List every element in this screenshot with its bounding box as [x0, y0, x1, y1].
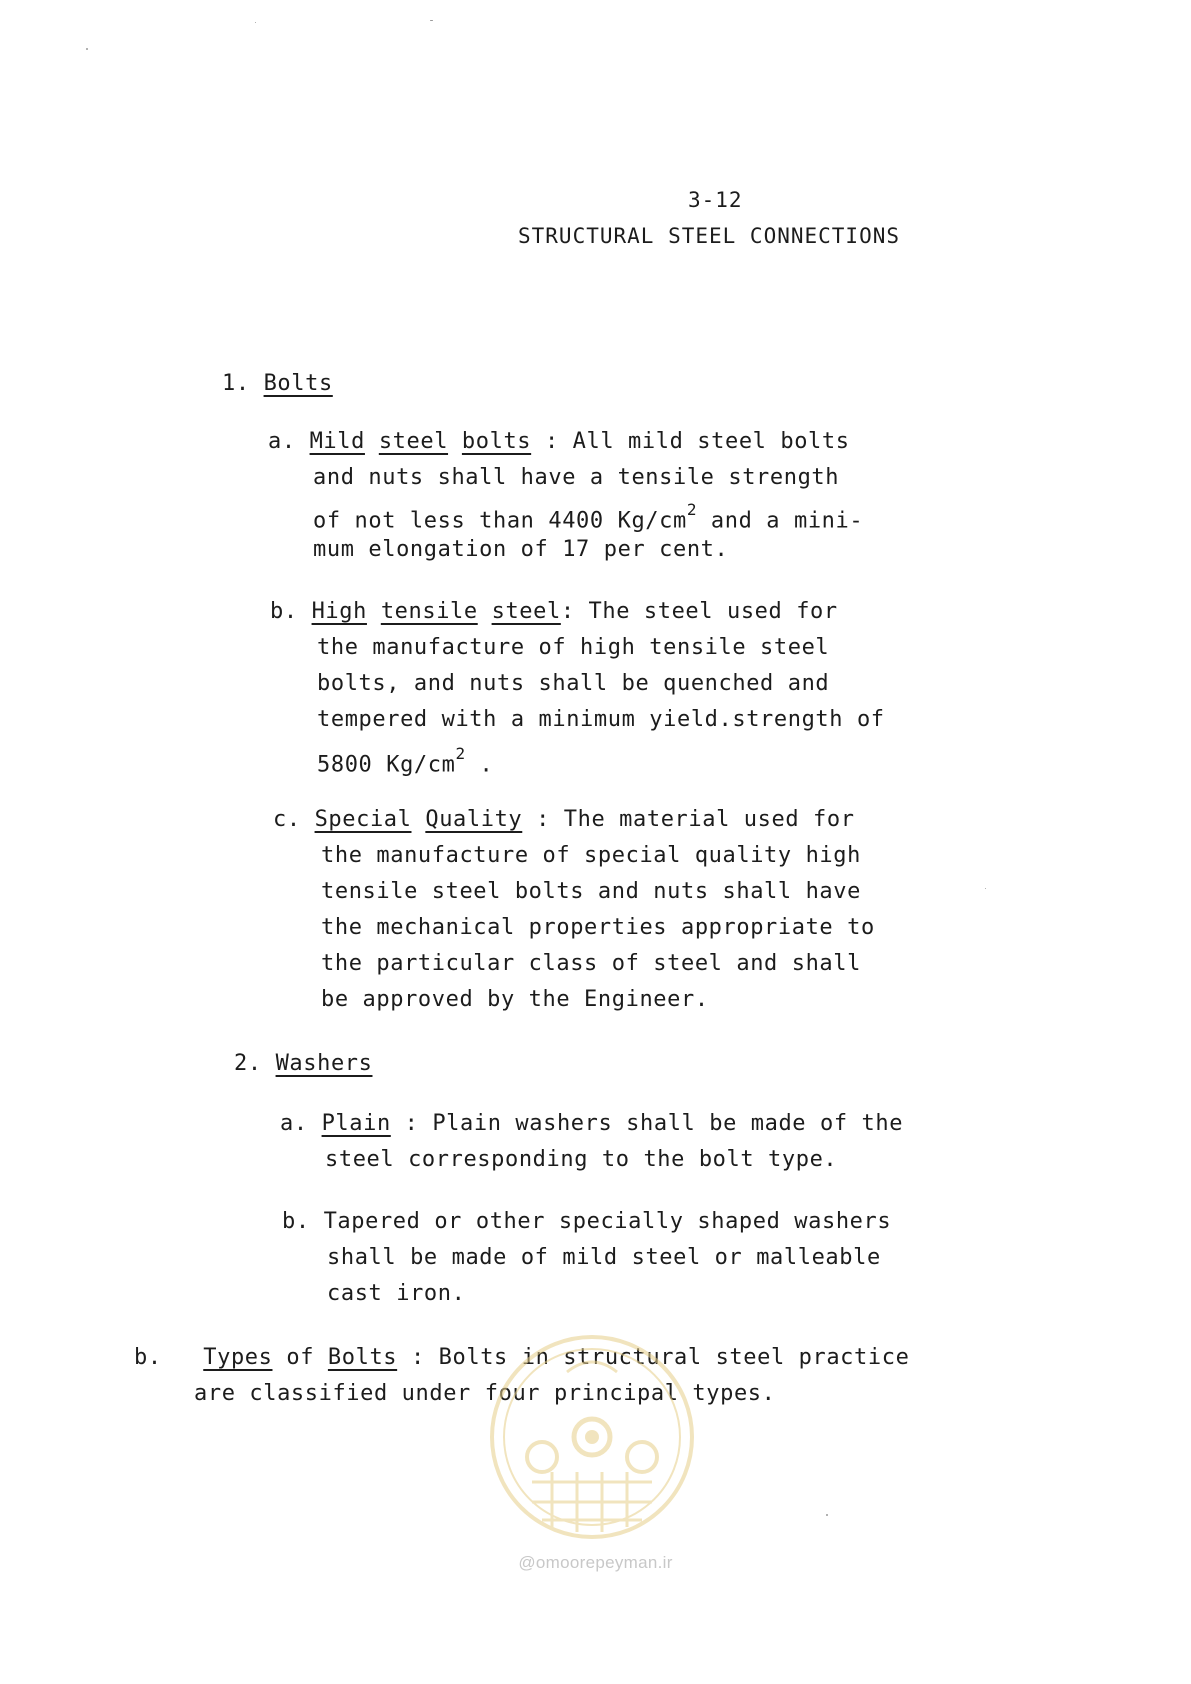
line-text: 5800 Kg/cm	[317, 752, 456, 778]
bolts-c-line-5: the particular class of steel and shall	[321, 951, 861, 976]
line-text: of not less than 4400 Kg/cm	[313, 508, 687, 534]
term: bolts	[461, 429, 532, 454]
bolts-a-line-1	[268, 428, 850, 456]
line-text: : The material used for	[522, 807, 855, 832]
bolts-a-line-3	[313, 500, 863, 535]
term: Mild	[309, 429, 365, 454]
bolts-b-line-2: the manufacture of high tensile steel	[317, 635, 830, 660]
term: Special	[314, 807, 412, 832]
line-text: Tapered or other specially shaped washers	[323, 1209, 892, 1234]
washers-b-line-2: shall be made of mild steel or malleable	[327, 1245, 881, 1270]
bolts-a-line-2: and nuts shall have a tensile strength	[313, 465, 840, 490]
scan-speck	[826, 1514, 828, 1516]
superscript: 2	[455, 744, 466, 763]
term: High	[311, 599, 367, 624]
section-title: Bolts	[263, 371, 333, 396]
line-text: : The steel used for	[560, 599, 838, 624]
term: Bolts	[327, 1345, 398, 1370]
term: steel	[378, 429, 449, 454]
section-bolts-heading	[222, 370, 333, 398]
term: tensile	[380, 599, 478, 624]
bolts-a-line-4: mum elongation of 17 per cent.	[313, 537, 729, 562]
scan-speck	[985, 888, 986, 889]
term: Types	[203, 1345, 273, 1370]
line-text: : All mild steel bolts	[531, 429, 850, 454]
watermark-seal-logo	[487, 1332, 697, 1542]
watermark-text: @omoorepeyman.ir	[518, 1553, 673, 1572]
bolts-c-line-6: be approved by the Engineer.	[321, 987, 709, 1012]
section-number: 1.	[222, 371, 250, 396]
scan-speck	[430, 20, 433, 21]
washers-b-line-1	[282, 1208, 891, 1236]
section-number: 2.	[234, 1051, 262, 1076]
item-marker: b.	[134, 1345, 162, 1370]
section-washers-heading	[234, 1050, 372, 1078]
bolts-c-line-1	[273, 806, 855, 834]
item-marker: b.	[282, 1209, 310, 1234]
term: of	[286, 1345, 315, 1370]
scan-speck	[86, 48, 88, 50]
bolts-c-line-2: the manufacture of special quality high	[321, 843, 861, 868]
bolts-b-line-1	[270, 598, 838, 626]
line-text: : Plain washers shall be made of the	[390, 1111, 904, 1136]
item-marker: b.	[270, 599, 298, 624]
item-marker: c.	[273, 807, 301, 832]
line-text: .	[465, 752, 494, 778]
section-title: Washers	[275, 1051, 373, 1076]
term: Quality	[425, 807, 523, 832]
line-text: and a mini-	[697, 508, 864, 534]
page-number: 3-12	[688, 188, 743, 212]
bolts-b-line-5	[317, 744, 493, 779]
term: Plain	[321, 1111, 391, 1136]
bolts-b-line-4: tempered with a minimum yield.strength of	[317, 707, 885, 732]
washers-a-line-2: steel corresponding to the bolt type.	[325, 1147, 838, 1172]
bolts-c-line-3: tensile steel bolts and nuts shall have	[321, 879, 861, 904]
scan-speck	[255, 22, 256, 23]
superscript: 2	[686, 500, 698, 519]
item-marker: a.	[280, 1111, 308, 1136]
types-line-2: are classified under four principal types.	[194, 1381, 776, 1406]
bolts-b-line-3: bolts, and nuts shall be quenched and	[317, 671, 830, 696]
bolts-c-line-4: the mechanical properties appropriate to	[321, 915, 875, 940]
page-title: STRUCTURAL STEEL CONNECTIONS	[518, 224, 901, 248]
washers-b-line-3: cast iron.	[327, 1281, 466, 1306]
item-marker: a.	[268, 429, 296, 454]
term: steel	[491, 599, 561, 624]
washers-a-line-1	[280, 1110, 903, 1138]
line-text: : Bolts in structural steel practice	[397, 1345, 910, 1370]
